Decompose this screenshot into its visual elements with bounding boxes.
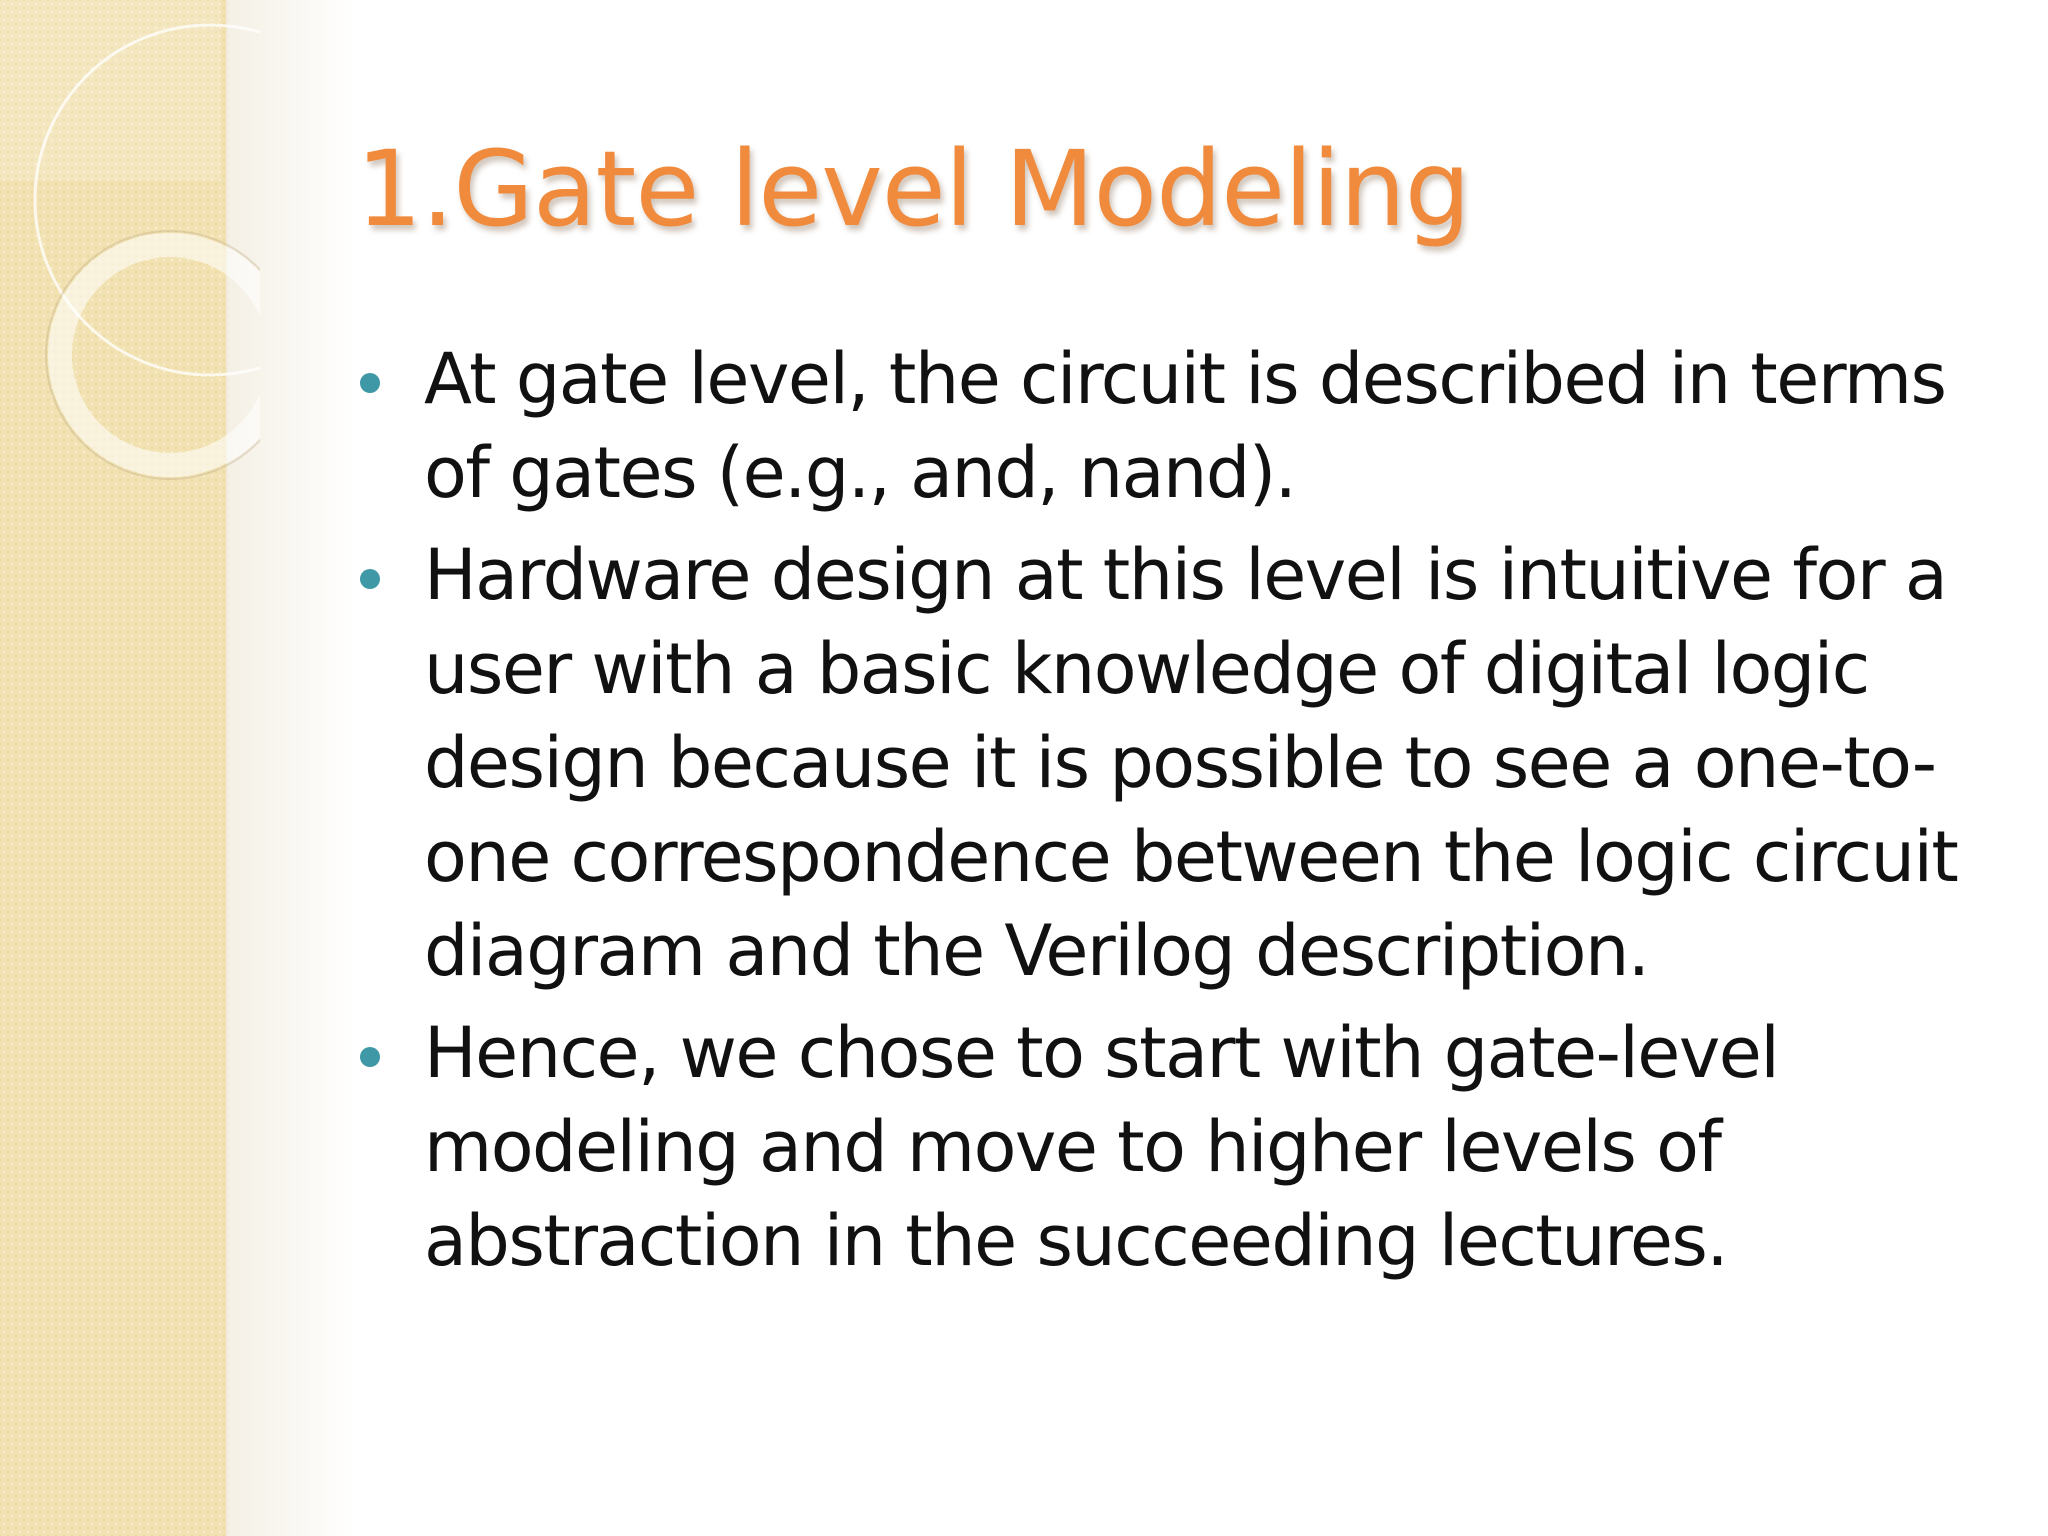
bullet-text: Hardware design at this level is intuitive for a user with a basic knowledge of digital logic design because it is possible to see a one-to-one correspondence between the logic circuit diagram and the Verilog description. bbox=[424, 534, 1958, 992]
bullet-list bbox=[356, 332, 2016, 1296]
decorative-ring-thick bbox=[60, 245, 260, 465]
bullet-dot-icon bbox=[360, 373, 380, 393]
slide-title: 1.Gate level Modeling bbox=[356, 128, 1470, 250]
list-item bbox=[356, 1006, 2016, 1288]
decorative-rings bbox=[0, 0, 260, 520]
bullet-dot-icon bbox=[360, 569, 380, 589]
list-item bbox=[356, 528, 2016, 998]
bullet-dot-icon bbox=[360, 1047, 380, 1067]
bullet-text: Hence, we chose to start with gate-level modeling and move to higher levels of abstraction in the succeeding lectures. bbox=[424, 1012, 1779, 1282]
bullet-text: At gate level, the circuit is described in terms of gates (e.g., and, nand). bbox=[424, 338, 1946, 514]
list-item bbox=[356, 332, 2016, 520]
